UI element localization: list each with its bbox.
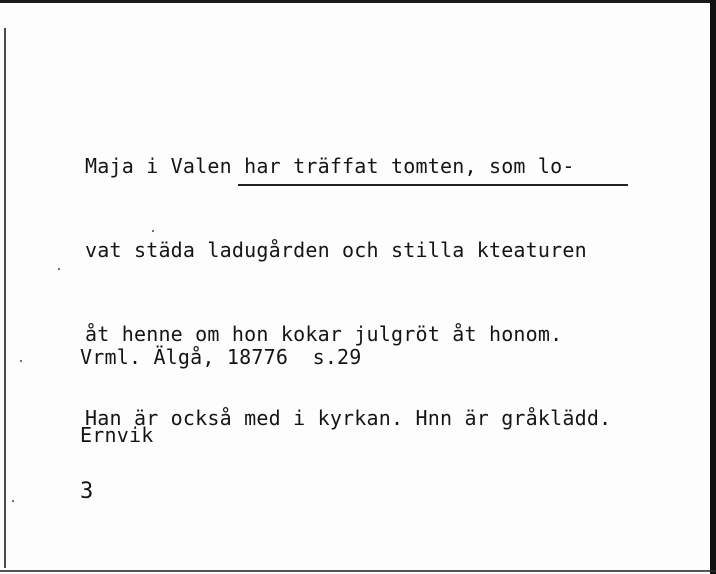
body-line: Han är också med i kyrkan. Hnn är gråklädd. (85, 406, 612, 430)
handwritten-underline (238, 184, 628, 186)
source-line: Ernvik (80, 423, 154, 447)
card-left-edge (4, 28, 6, 568)
card-bottom-edge (0, 570, 716, 572)
scan-speck (20, 360, 22, 362)
body-line: vat städa ladugården och stilla kteaturen (85, 238, 587, 262)
card-right-edge (710, 0, 716, 574)
source-reference (80, 292, 362, 500)
scan-speck (152, 230, 154, 232)
card-top-edge (0, 0, 716, 3)
body-line: Maja i Valen har träffat tomten, som lo- (85, 154, 575, 178)
card-number: 3 (80, 479, 94, 504)
source-line: Vrml. Älgå, 18776 s.29 (80, 345, 362, 369)
scan-speck (58, 268, 60, 270)
body-line: åt henne om hon kokar julgröt åt honom. (85, 322, 563, 346)
scan-speck (12, 500, 14, 502)
